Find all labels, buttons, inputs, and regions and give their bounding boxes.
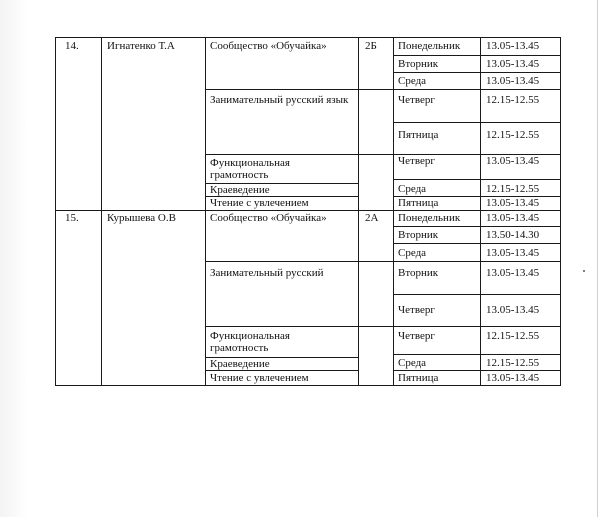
session-time: 13.05-13.45 [486, 40, 540, 52]
divider-line [393, 179, 560, 180]
session-day: Вторник [398, 267, 439, 279]
session-time: 13.05-13.45 [486, 247, 540, 259]
divider-line [205, 89, 560, 90]
divider-line [393, 122, 560, 123]
session-day: Вторник [398, 229, 439, 241]
divider-line [205, 370, 359, 371]
course-name: Занимательный русский язык [210, 94, 349, 106]
session-time: 12.15-12.55 [486, 357, 540, 369]
session-time: 12.15-12.55 [486, 330, 540, 342]
session-time: 13.05-13.45 [486, 304, 540, 316]
scan-speck [583, 270, 585, 272]
row-number: 14. [65, 40, 79, 52]
column-divider [101, 37, 102, 386]
divider-line [393, 226, 560, 227]
divider-line [393, 354, 560, 355]
course-name: Чтение с увлечением [210, 197, 309, 209]
divider-line [393, 370, 560, 371]
divider-line [205, 261, 560, 262]
session-day: Пятница [398, 129, 439, 141]
session-day: Четверг [398, 304, 435, 316]
table-border-right [560, 37, 561, 386]
column-divider [393, 37, 394, 386]
row-divider [55, 210, 560, 211]
session-day: Среда [398, 75, 427, 87]
table-border-left [55, 37, 56, 386]
session-time: 13.05-13.45 [486, 267, 540, 279]
teacher-name: Игнатенко Т.А [107, 40, 175, 52]
session-day: Пятница [398, 372, 439, 384]
session-time: 12.15-12.55 [486, 183, 540, 195]
session-day: Понедельник [398, 212, 461, 224]
session-day: Четверг [398, 155, 435, 167]
scan-right-edge [597, 0, 598, 517]
course-name: Сообщество «Обучайка» [210, 40, 327, 52]
table-border-bottom [55, 385, 560, 386]
divider-line [393, 294, 560, 295]
course-name: Чтение с увлечением [210, 372, 309, 384]
session-time: 12.15-12.55 [486, 94, 540, 106]
divider-line [205, 326, 560, 327]
session-time: 13.05-13.45 [486, 58, 540, 70]
session-time: 13.50-14.30 [486, 229, 540, 241]
session-day: Четверг [398, 330, 435, 342]
course-name: Сообщество «Обучайка» [210, 212, 327, 224]
session-day: Среда [398, 357, 427, 369]
row-number: 15. [65, 212, 79, 224]
column-divider [358, 37, 359, 386]
class-label: 2А [365, 212, 379, 224]
session-day: Среда [398, 183, 427, 195]
course-name: Занимательный русский [210, 267, 324, 279]
session-day: Пятница [398, 197, 439, 209]
session-time: 13.05-13.45 [486, 212, 540, 224]
table-border-top [55, 37, 560, 38]
session-time: 13.05-13.45 [486, 372, 540, 384]
session-time: 13.05-13.45 [486, 75, 540, 87]
course-name: Краеведение [210, 184, 270, 196]
teacher-name: Курышева О.В [107, 212, 176, 224]
course-name: Краеведение [210, 358, 270, 370]
column-divider [205, 37, 206, 386]
divider-line [393, 72, 560, 73]
course-name: Функциональная грамотность [210, 157, 290, 181]
session-time: 12.15-12.55 [486, 129, 540, 141]
scan-left-shade [0, 0, 28, 517]
class-label: 2Б [365, 40, 377, 52]
course-name: Функциональная грамотность [210, 330, 290, 354]
session-day: Четверг [398, 94, 435, 106]
divider-line [393, 55, 560, 56]
session-day: Понедельник [398, 40, 461, 52]
session-time: 13.05-13.45 [486, 197, 540, 209]
session-day: Среда [398, 247, 427, 259]
session-day: Вторник [398, 58, 439, 70]
divider-line [393, 243, 560, 244]
session-time: 13.05-13.45 [486, 155, 540, 167]
column-divider [480, 37, 481, 386]
